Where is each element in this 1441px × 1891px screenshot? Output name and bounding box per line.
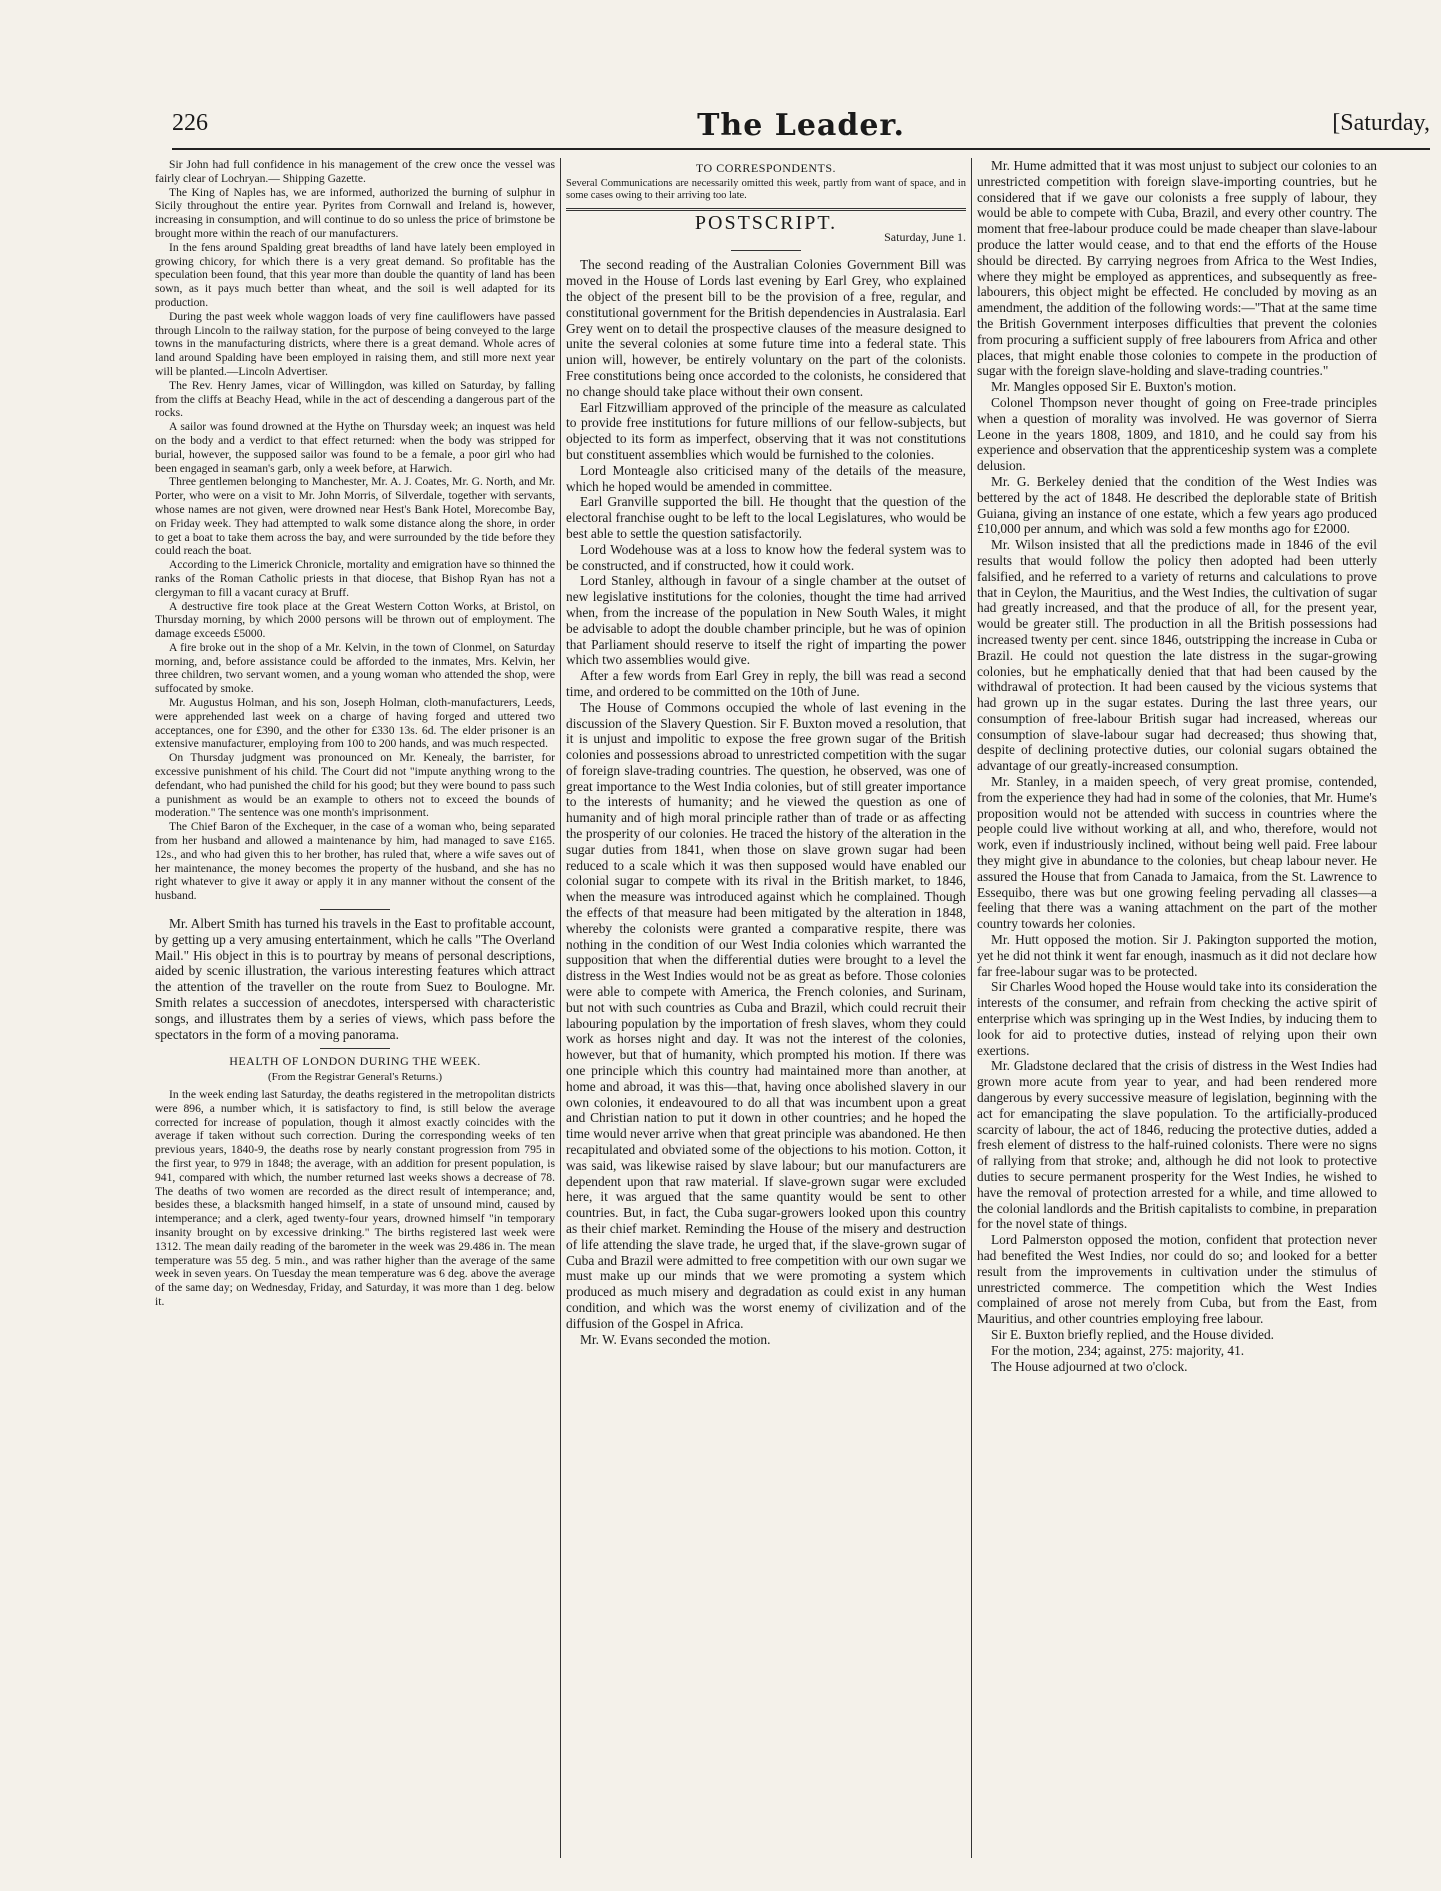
article-paragraph: Mr. Hutt opposed the motion. Sir J. Pakington supported the motion, yet he did not think it went far enough, inasmuch as it did not declare how far free-labour sugar was to be protected. [977, 932, 1377, 979]
column-right [977, 158, 1377, 1858]
smith-article [155, 916, 555, 1042]
article-paragraph: The King of Naples has, we are informed, authorized the burning of sulphur in Sicily throughout the entire year. Pyrites from Cornwall and Ireland is, however, increasing in consumption, and will continue to do so unless the price of brimstone be brought more within the reach of our manufacturers. [155, 185, 555, 240]
article-paragraph: Earl Fitzwilliam approved of the principle of the measure as calculated to provide free institutions for future millions of our fellow-subjects, but objected to its form as imperfect, observing that it was not constitutions but constituent assemblies which would be furnished to the colonies. [566, 399, 966, 462]
article-paragraph: The House of Commons occupied the whole of last evening in the discussion of the Slavery Question. Sir F. Buxton moved a resolution, that it is unjust and impolitic to expose the free grown sugar of the British colonies and possessions abroad to unrestricted competition with the sugar of foreign slave-trading countries. The question, he observed, was one of great importance to the West India colonies, but of still greater importance to the interests of humanity; and he viewed the question as one of humanity and of high moral principle rather than of trade or as affecting the prosperity of our colonies. He traced the history of the alteration in the sugar duties from 1841, when those on slave grown sugar had been reduced to a scale which it was then supposed would have enabled our colonial sugar to compete with its rival in the British market, to 1846, when the measure was introduced against which he complained. Though the effects of that measure had been mitigated by the alteration in 1848, whereby the colonists were granted a comparative respite, there was nothing in the condition of our West India colonies which warranted the supposition that when the differential duties were brought to a level the distress in the West Indies would not be as great as before. Those colonies were able to compete with America, the French colonies, and Surinam, but not with such countries as Cuba and Brazil, which could recruit their labouring population by the importation of fresh slaves, whom they could work as horses night and day. It was not the interest of the colonies, however, but that of humanity, which prompted his motion. If there was one principle which this country had maintained more than another, at home and abroad, it was this—that, having once abolished slavery in our own colonies, it endeavoured to do all that was incumbent upon a great and Christian nation to put it down in other countries; and he hoped the time would never arrive when that great principle was abandoned. He then recapitulated and obviated some of the objections to his motion. Cotton, it was said, was likewise raised by slave labour; but our manufacturers are dependent upon that raw material. If slave-grown sugar were excluded here, it was argued that the same quantity would be sent to other countries. But, in fact, the Cuba sugar-growers looked upon this country as their chief market. Reminding the House of the misery and destruction of life attending the slave trade, he urged that, if the slave-grown sugar of Cuba and Brazil were admitted to free competition with our own sugar we must make up our minds that we were promoting a system which produced as much misery and degradation as could exist in any human condition, and which was the worst enemy of civilization and of the diffusion of the Gospel in Africa. [566, 699, 966, 1331]
news-items [155, 158, 555, 903]
article-paragraph: The second reading of the Australian Colonies Government Bill was moved in the House of Lords last evening by Earl Grey, who explained the object of the present bill to be the provision of a free, regular, and constitutional government for the British dependencies in Australasia. Earl Grey went on to detail the prospective clauses of the measure designed to unite the several colonies at some future time into a federal state. This union will, however, be entirely voluntary on the part of the colonists. Free constitutions being once accorded to the colonists, he considered that no change should take place without their own consent. [566, 257, 966, 399]
article-paragraph: Mr. Wilson insisted that all the predictions made in 1846 of the evil results that would follow the policy then adopted had been utterly falsified, and he referred to a variety of returns and calculations to prove that in Ceylon, the Mauritius, and the West Indies, the cultivation of sugar had greatly increased, and that the produce of all, for the present year, would be greater still. The production in all the British possessions had increased twenty per cent. since 1846, outstripping the increase in Cuba or Brazil. He could not question the late distress in the sugar-growing colonies, but he emphatically denied that that had been caused by the withdrawal of protection. It had been caused by the vicious systems that had grown up in the sugar estates. During the last three years, our consumption of free-labour British sugar had increased, whereas our consumption of slave-labour sugar had decreased; thus showing that, despite of declining protective duties, our colonial sugars obtained the advantage of our greatly-increased consumption. [977, 537, 1377, 774]
divider [320, 1048, 390, 1049]
division-result: For the motion, 234; against, 275: majority, 41. [991, 1342, 1245, 1358]
article-paragraph: A sailor was found drowned at the Hythe on Thursday week; an inquest was held on the body and a verdict to that effect returned: when the body was stripped for burial, however, the supposed sailor was found to be a female, a poor girl who had been engaged in seaman's garb, only a week before, at Harwich. [155, 420, 555, 475]
divider [320, 909, 390, 910]
article-paragraph: Mr. Mangles opposed Sir E. Buxton's motion. [991, 379, 1237, 395]
health-heading: HEALTH OF LONDON DURING THE WEEK. [229, 1054, 481, 1069]
article-paragraph: The Rev. Henry James, vicar of Willingdon, was killed on Saturday, by falling from the cliffs at Beachy Head, while in the act of descending a dangerous part of the rocks. [155, 378, 555, 420]
divider [731, 250, 801, 251]
article-paragraph: Mr. Albert Smith has turned his travels in the East to profitable account, by getting up a very amusing entertainment, which he calls "The Overland Mail." His object in this is to pourtray by means of personal descriptions, aided by scenic illustration, the various interesting features which attract the attention of the traveller on the route from Suez to Boulogne. Mr. Smith relates a succession of anecdotes, interspersed with characteristic songs, and illustrates them by a series of views, which pass before the spectators in the form of a moving panorama. [155, 916, 555, 1042]
divider [566, 208, 966, 211]
article-paragraph: The Chief Baron of the Exchequer, in the case of a woman who, being separated from her husband and allowed a maintenance by him, had managed to save £165. 12s., and who had given this to her brother, has ruled that, where a wife saves out of her maintenance, the money becomes the property of the husband, and she has no right whatever to give it away or apply it in any manner without the consent of the husband. [155, 820, 555, 903]
article-paragraph: Sir John had full confidence in his management of the crew once the vessel was fairly clear of Lochryan.— Shipping Gazette. [155, 158, 555, 185]
article-paragraph: Lord Palmerston opposed the motion, confident that protection never had benefited the West Indies, nor could do so; and looked for a better result from the improvements in cultivation under the stimulus of unrestricted commerce. The competition which the West Indies complained of arose not merely from Cuba, but from the East, from Mauritius, and other countries employing free labour. [977, 1232, 1377, 1327]
article-paragraph: Colonel Thompson never thought of going on Free-trade principles when a question of morality was involved. He was governor of Sierra Leone in the years 1808, 1809, and 1810, and he could say from his experience and observation that the apprenticeship system was a complete delusion. [977, 394, 1377, 474]
article-paragraph: Sir E. Buxton briefly replied, and the House divided. [991, 1326, 1275, 1342]
article-paragraph: Mr. Hume admitted that it was most unjust to subject our colonies to an unrestricted competition with foreign slave-importing countries, but he considered that if we gave our colonists a free supply of labour, they would be able to compete with Cuba, Brazil, and every other country. The moment that free-labour produce could be made cheaper than slave-labour produce the latter would cease, and to that end the efforts of the House should be directed. By carrying negroes from Africa to the West Indies, where they might be employed as apprentices, and subsequently as free-labourers, this object might be effected. He concluded by moving as an amendment, the addition of the following words:—"That at the same time the British Government interposes difficulties that prevent the colonies from procuring a sufficient supply of free labourers from Africa and other places, that might enable those colonies to compete in the production of sugar with the foreign slave-holding and slave-trading countries." [977, 158, 1377, 379]
article-paragraph: Three gentlemen belonging to Manchester, Mr. A. J. Coates, Mr. G. North, and Mr. Porter, who were on a visit to Mr. John Morris, of Silverdale, together with servants, whose names are not given, were drowned near Hest's Bank Hotel, Morecombe Bay, on Friday week. They had attempted to walk some distance along the shore, in order to get a boat to take them across the bay, and were surrounded by the tide before they could reach the boat. [155, 475, 555, 558]
article-paragraph: Earl Granville supported the bill. He thought that the question of the electoral franchise ought to be left to the local Legislatures, who would be best able to settle the question satisfactorily. [566, 494, 966, 541]
newspaper-title: The Leader. [697, 108, 905, 143]
column-middle [566, 158, 966, 1858]
article-paragraph: Sir Charles Wood hoped the House would take into its consideration the interests of the consumer, and refrain from checking the active spirit of enterprise which was springing up in the West Indies, by inducing them to look for aid to protective duties, instead of relying upon their own exertions. [977, 979, 1377, 1058]
article-paragraph: Lord Stanley, although in favour of a single chamber at the outset of new legislative institutions for the colonies, thought the time had arrived when, from the increase of the population in New South Wales, it might be advisable to adopt the double chamber principle, but he was of opinion that Parliament should reserve to itself the right of imparting the power which two assemblies would give. [566, 573, 966, 668]
column-divider [560, 158, 561, 1858]
article-paragraph: Lord Monteagle also criticised many of the details of the measure, which he hoped would be amended in committee. [566, 462, 966, 494]
health-subheading: (From the Registrar General's Returns.) [268, 1071, 442, 1084]
article-paragraph: A destructive fire took place at the Great Western Cotton Works, at Bristol, on Thursday morning, by which 2000 persons will be thrown out of employment. The damage exceeds £5000. [155, 599, 555, 641]
masthead-rule [172, 148, 1430, 150]
health-paragraph: In the week ending last Saturday, the deaths registered in the metropolitan districts were 896, a number which, it is satisfactory to find, is still below the average corrected for increase of population, though it almost exactly coincides with the average if taken without such correction. During the corresponding weeks of ten previous years, 1840-9, the deaths rose by nearly constant progression from 795 in the first year, to 979 in 1848; the average, with an addition for present population, is 941, compared with which, the number returned last weeks shows a decrease of 78. The deaths of two women are recorded as the direct result of intemperance; and, besides these, a blacksmith hanged himself, in a state of unsound mind, caused by intemperance; and a clerk, aged twenty-four years, drowned himself "in temporary insanity brought on by excessive drinking." The births registered last week were 1312. The mean daily reading of the barometer in the week was 29.486 in. The mean temperature was 55 deg. 5 min., and was rather higher than the average of the same week in seven years. On Tuesday the mean temperature was 6 deg. above the average of the same day; on Wednesday, Friday, and Saturday, it was more than 1 deg. below it. [155, 1088, 555, 1308]
article-paragraph: On Thursday judgment was pronounced on Mr. Kenealy, the barrister, for excessive punishment of his child. The Court did not "impute anything wrong to the defendant, who had punished the child for his good; but they were bound to pass such a punishment as would be an example to others not to exceed the bounds of moderation." The sentence was one month's imprisonment. [155, 751, 555, 820]
article-paragraph: In the fens around Spalding great breadths of land have lately been employed in growing chicory, for which there is a very great demand. So profitable has the speculation been found, that this year more than double the quantity of land has been sown, as it pays much better than wheat, and the soil is well adapted for its production. [155, 240, 555, 309]
correspondents-notice [566, 178, 966, 202]
column-divider [971, 158, 972, 1858]
article-paragraph: Mr. Stanley, in a maiden speech, of very great promise, contended, from the experience they had had in some of the colonies, that Mr. Hume's proposition would not be attended with success in countries where the people could live without working at all, and who, therefore, would not work, even if industriously inclined, without being well paid. Free labour they might give in abundance to the colonies, but cheap labour never. He assured the House that from Canada to Jamaica, from the St. Lawrence to Essequibo, there was but one growing feeling pervading all classes—a feeling that there was a waning attachment on the part of the mother country towards her colonies. [977, 774, 1377, 932]
newspaper-page [150, 108, 1430, 1878]
correspondents-heading: TO CORRESPONDENTS. [695, 161, 837, 175]
masthead [172, 108, 1430, 148]
debate-report [977, 158, 1377, 1343]
article-paragraph: Mr. G. Berkeley denied that the condition of the West Indies was bettered by the act of 1848. He described the deplorable state of British Guiana, giving an instance of one estate, which a few years ago produced £10,000 per annum, and which was sold a few months ago for £2000. [977, 473, 1377, 537]
article-paragraph: Mr. Gladstone declared that the crisis of distress in the West Indies had grown more acute from year to year, and had been rendered more dangerous by every successive measure of legislation, beginning with the act for emancipating the slave population. To the artificially-produced scarcity of labour, the act of 1846, reducing the protective duties, added a fresh element of distress to the half-ruined colonists. There were no signs of rallying from that stroke; and, although he did not look to protective duties to secure permanent prosperity for the West Indies, he wished to have the removal of protection arrested for a while, and time allowed to the colonial landlords and the British capitalists to combine, in preparation for the novel state of things. [977, 1058, 1377, 1232]
dateline: Saturday, June 1. [884, 229, 966, 244]
article-paragraph: Lord Wodehouse was at a loss to know how the federal system was to be constructed, and if constructed, how it could work. [566, 541, 966, 573]
article-paragraph: A fire broke out in the shop of a Mr. Kelvin, in the town of Clonmel, on Saturday morning, and, before assistance could be afforded to the inmates, Mrs. Kelvin, her three children, two servant women, and a young woman who attended the shop, were suffocated by smoke. [155, 640, 555, 696]
notice-text: Several Communications are necessarily omitted this week, partly from want of space, and in some cases owing to their arriving too late. [566, 177, 966, 201]
article-paragraph: Mr. Augustus Holman, and his son, Joseph Holman, cloth-manufacturers, Leeds, were apprehended last week on a charge of having forged and uttered two acceptances, one for £390, and the other for £330 13s. 6d. The elder prisoner is an extensive manufacturer, employing from 100 to 200 hands, and was much respected. [155, 696, 555, 751]
article-paragraph: After a few words from Earl Grey in reply, the bill was read a second time, and ordered to be committed on the 10th of June. [566, 668, 966, 699]
issue-day: [Saturday, [1332, 110, 1430, 136]
postscript-title: POSTSCRIPT. [694, 211, 838, 234]
article-paragraph: Mr. W. Evans seconded the motion. [580, 1331, 771, 1347]
postscript-body [566, 257, 966, 1347]
column-left [155, 158, 555, 1858]
article-paragraph: According to the Limerick Chronicle, mortality and emigration have so thinned the ranks of the Roman Catholic priests in that diocese, that Bishop Ryan has not a clergyman to fill a vacant curacy at Bruff. [155, 558, 555, 599]
adjournment: The House adjourned at two o'clock. [991, 1358, 1188, 1374]
article-paragraph: During the past week whole waggon loads of very fine cauliflowers have passed through Lincoln to the railway station, for the purpose of being conveyed to the large towns in the manufacturing districts, where there is a great demand. Whole acres of land around Spalding have been employed in raising them, and still more next year will be planted.—Lincoln Advertiser. [155, 309, 555, 378]
page-number: 226 [172, 110, 208, 136]
